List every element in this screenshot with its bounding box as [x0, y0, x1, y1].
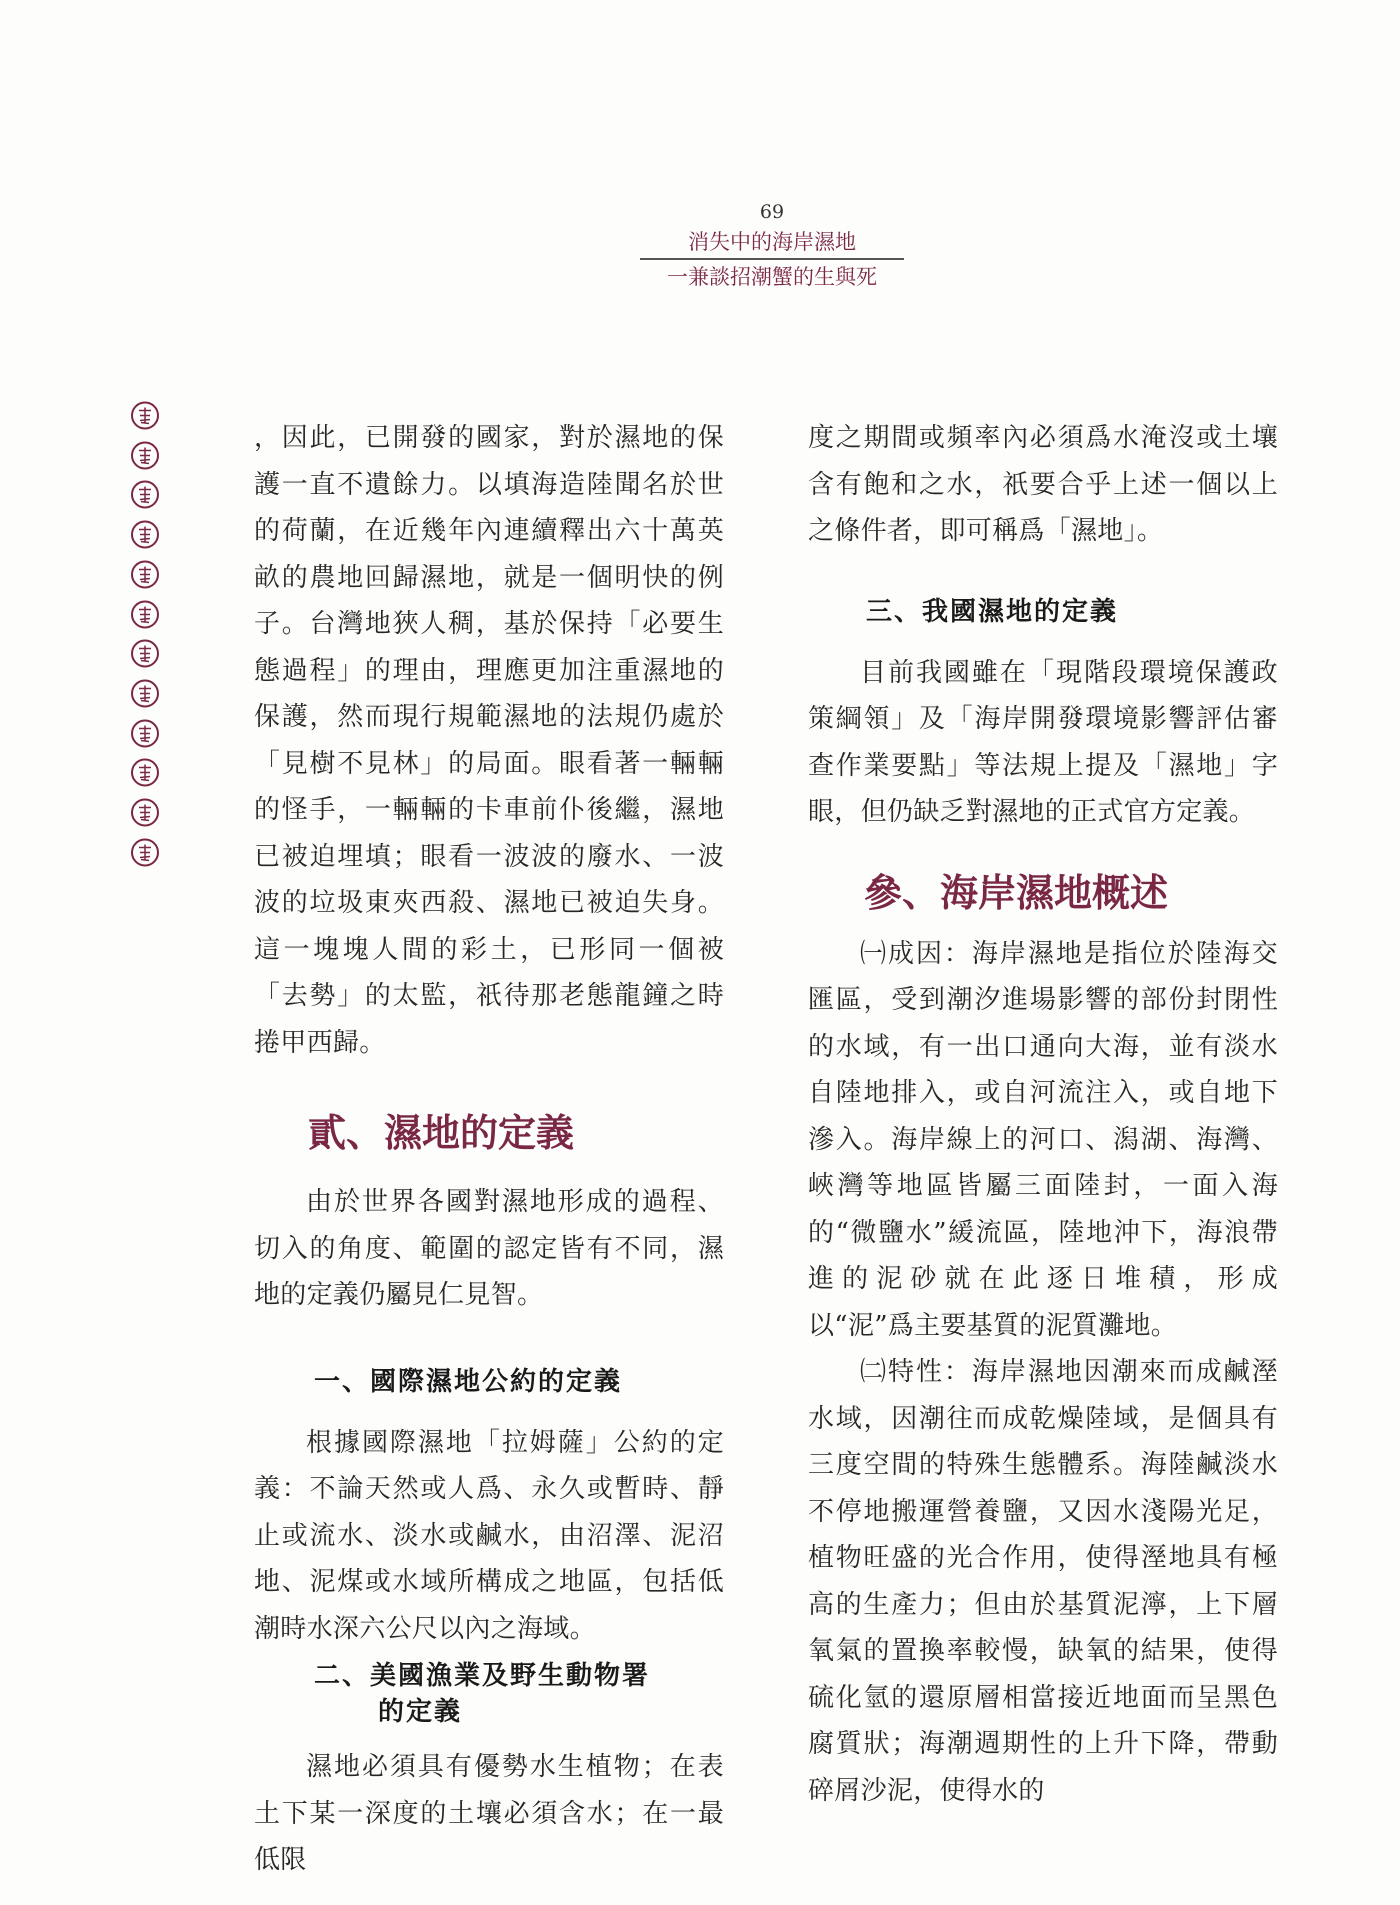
- circular-seal-character-icon: [130, 757, 160, 788]
- subsection-heading-usfws: [314, 1658, 724, 1730]
- page-number: 69: [759, 201, 785, 223]
- body-paragraph: 濕地必須具有優勢水生植物；在表土下某一深度的土壤必須含水；在一最低限: [254, 1752, 724, 1875]
- body-paragraph: 目前我國雖在「現階段環境保護政策綱領」及「海岸開發環境影響評估審查作業要點」等法規上提及「濕地」字眼，但仍缺乏對濕地的正式官方定義。: [808, 657, 1278, 827]
- body-paragraph: 根據國際濕地「拉姆薩」公約的定義：不論天然或人爲、永久或暫時、靜止或流水、淡水或鹹水，由沼澤、泥沼地、泥煤或水域所構成之地區，包括低潮時水深六公尺以內之海域。: [254, 1427, 724, 1644]
- subsection-heading-taiwan: 三、我國濕地的定義: [866, 596, 1119, 627]
- circular-seal-character-icon: [130, 718, 160, 749]
- circular-seal-character-icon: [130, 678, 160, 709]
- circular-seal-character-icon: [130, 638, 160, 669]
- right-text-column: [808, 415, 1278, 1814]
- body-paragraph: 度之期間或頻率內必須爲水淹沒或土壤含有飽和之水，祇要合乎上述一個以上之條件者，即可稱爲「濕地」。: [808, 423, 1278, 546]
- circular-seal-character-icon: [130, 479, 160, 510]
- section-heading-2: 貳、濕地的定義: [308, 1110, 575, 1155]
- running-subtitle: 一兼談招潮蟹的生與死: [667, 265, 877, 289]
- circular-seal-character-icon: [130, 599, 160, 630]
- circular-seal-character-icon: [130, 440, 160, 471]
- decorative-seal-strip: [125, 400, 165, 868]
- body-paragraph: ㈠成因：海岸濕地是指位於陸海交匯區，受到潮汐進場影響的部份封閉性的水域，有一出口通向大海，並有淡水自陸地排入，或自河流注入，或自地下滲入。海岸線上的河口、潟湖、海灣、峽灣等地區皆屬三面陸封，一面入海的“微鹽水”緩流區，陸地沖下，海浪帶進的泥砂就在此逐日堆積，形成以“泥”爲主要基質的泥質灘地。: [808, 938, 1278, 1341]
- circular-seal-character-icon: [130, 519, 160, 550]
- circular-seal-character-icon: [130, 559, 160, 590]
- body-paragraph: ㈡特性：海岸濕地因潮來而成鹹溼水域，因潮往而成乾燥陸域，是個具有三度空間的特殊生態體系。海陸鹹淡水不停地搬運營養鹽，又因水淺陽光足，植物旺盛的光合作用，使得溼地具有極高的生產力；但由於基質泥濘，上下層氧氣的置換率較慢，缺氧的結果，使得硫化氫的還原層相當接近地面而呈黑色腐質狀；海潮週期性的上升下降，帶動碎屑沙泥，使得水的: [808, 1357, 1278, 1806]
- running-title: 消失中的海岸濕地: [688, 230, 856, 254]
- left-text-column: [254, 415, 724, 1884]
- body-paragraph: 由於世界各國對濕地形成的過程、切入的角度、範圍的認定皆有不同，濕地的定義仍屬見仁見智。: [254, 1187, 724, 1310]
- body-paragraph: ，因此，已開發的國家，對於濕地的保護一直不遺餘力。以填海造陸聞名於世的荷蘭，在近幾年內連續釋出六十萬英畝的農地回歸濕地，就是一個明快的例子。台灣地狹人稠，基於保持「必要生態過程」的理由，理應更加注重濕地的保護，然而現行規範濕地的法規仍處於「見樹不見林」的局面。眼看著一輛輛的怪手，一輛輛的卡車前仆後繼，濕地已被迫埋填；眼看一波波的廢水、一波波的垃圾東夾西殺、濕地已被迫失身。這一塊塊人間的彩土，已形同一個被「去勢」的太監，祇待那老態龍鐘之時捲甲西歸。: [254, 423, 724, 1058]
- subsection-heading-usfws-line1: 二、美國漁業及野生動物署: [314, 1661, 651, 1691]
- circular-seal-character-icon: [130, 797, 160, 828]
- running-header: [560, 198, 984, 294]
- circular-seal-character-icon: [130, 400, 160, 431]
- subsection-heading-international: 一、國際濕地公約的定義: [314, 1366, 623, 1397]
- circular-seal-character-icon: [130, 837, 160, 868]
- section-heading-3: 參、海岸濕地概述: [864, 869, 1169, 915]
- subsection-heading-usfws-line2: 的定義: [378, 1697, 463, 1727]
